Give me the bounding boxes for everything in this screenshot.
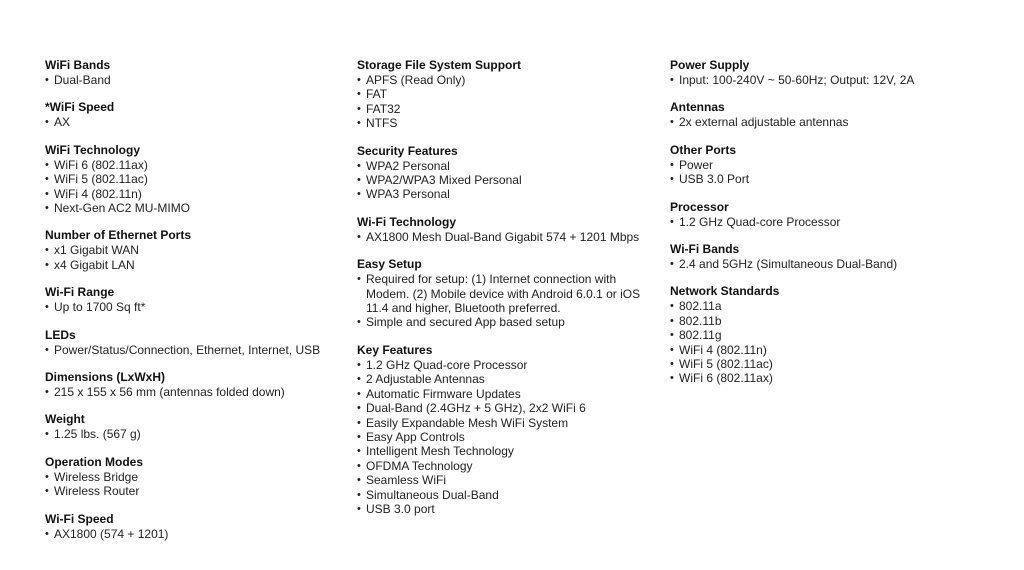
bullet-icon: •	[357, 445, 361, 458]
bullet-icon: •	[45, 301, 49, 314]
spec-title: Network Standards	[670, 284, 780, 299]
spec-list-item	[45, 158, 345, 172]
spec-title: Number of Ethernet Ports	[45, 228, 192, 243]
bullet-icon: •	[45, 244, 49, 257]
spec-list-item	[357, 488, 657, 502]
spec-section-processor	[670, 200, 1010, 229]
bullet-icon: •	[357, 502, 361, 515]
spec-list-item	[670, 314, 1010, 328]
spec-item-text: Automatic Firmware Updates	[366, 386, 521, 401]
spec-item-text: 2 Adjustable Antennas	[366, 372, 485, 387]
spec-list	[357, 230, 657, 244]
spec-list-item	[357, 416, 657, 430]
spec-item-text: WiFi 6 (802.11ax)	[679, 371, 773, 386]
bullet-icon: •	[45, 158, 49, 171]
spec-item-text: FAT32	[366, 101, 401, 116]
bullet-icon: •	[670, 215, 674, 228]
spec-list-item	[670, 172, 1010, 186]
bullet-icon: •	[45, 187, 49, 200]
spec-list-item	[45, 187, 345, 201]
spec-list-item	[670, 299, 1010, 313]
spec-item-text: AX	[54, 115, 71, 130]
spec-section-network-standards	[670, 284, 1010, 385]
bullet-icon: •	[670, 358, 674, 371]
spec-list-item	[670, 215, 1010, 229]
spec-section-wi-fi-speed	[45, 512, 345, 541]
bullet-icon: •	[670, 158, 674, 171]
spec-list-item	[45, 73, 345, 87]
spec-column-3	[670, 58, 1010, 386]
spec-list-item	[357, 387, 657, 401]
spec-item-text: OFDMA Technology	[366, 458, 473, 473]
spec-section-easy-setup	[357, 257, 657, 330]
spec-section-wifi-technology	[45, 143, 345, 216]
spec-item-text: Wireless Router	[54, 484, 140, 499]
spec-section-antennas	[670, 100, 1010, 129]
spec-list-item	[45, 201, 345, 215]
spec-item-text: AX1800 (574 + 1201)	[54, 526, 169, 541]
spec-list-item	[357, 444, 657, 458]
spec-section-leds	[45, 328, 345, 357]
spec-list-item	[357, 502, 657, 516]
spec-title: Wi-Fi Range	[45, 285, 115, 300]
spec-title: Easy Setup	[357, 257, 422, 272]
spec-list-item	[670, 257, 1010, 271]
spec-section-power-supply	[670, 58, 1010, 87]
spec-section-dimensions-lxwxh	[45, 370, 345, 399]
spec-section-number-of-ethernet-ports	[45, 228, 345, 272]
spec-item-text: Easy App Controls	[366, 429, 465, 444]
spec-item-text: AX1800 Mesh Dual-Band Gigabit 574 + 1201 Mbps	[366, 229, 640, 244]
spec-item-text: 802.11g	[679, 328, 722, 343]
spec-item-text: WPA2/WPA3 Mixed Personal	[366, 173, 522, 188]
spec-list	[45, 343, 345, 357]
spec-item-text: USB 3.0 Port	[679, 172, 750, 187]
spec-title: Key Features	[357, 342, 433, 357]
spec-item-text: Required for setup: (1) Internet connection with Modem. (2) Mobile device with Android 6.0.1 or iOS 11.4 and higher, Bluetooth preferred.	[366, 272, 641, 316]
bullet-icon: •	[45, 74, 49, 86]
bullet-icon: •	[357, 387, 361, 400]
spec-list-item	[357, 187, 657, 201]
spec-list-item	[670, 115, 1010, 129]
bullet-icon: •	[357, 430, 361, 443]
spec-item-text: WPA2 Personal	[366, 158, 450, 173]
spec-item-text: NTFS	[366, 116, 398, 131]
spec-item-text: WiFi 5 (802.11ac)	[679, 357, 773, 372]
spec-title: LEDs	[45, 327, 76, 342]
bullet-icon: •	[357, 273, 361, 286]
spec-list	[670, 115, 1010, 129]
spec-item-text: Seamless WiFi	[366, 473, 447, 488]
spec-list	[670, 215, 1010, 229]
bullet-icon: •	[357, 416, 361, 429]
bullet-icon: •	[357, 474, 361, 487]
spec-title: Wi-Fi Speed	[45, 511, 114, 526]
spec-section-other-ports	[670, 143, 1010, 187]
spec-list-item	[45, 343, 345, 357]
bullet-icon: •	[357, 402, 361, 415]
bullet-icon: •	[357, 230, 361, 243]
bullet-icon: •	[670, 372, 674, 385]
spec-title: Weight	[45, 412, 85, 427]
spec-title: Security Features	[357, 143, 458, 158]
spec-list-item	[670, 158, 1010, 172]
bullet-icon: •	[357, 102, 361, 115]
spec-item-text: 802.11a	[679, 299, 722, 314]
spec-section-wi-fi-range	[45, 285, 345, 314]
spec-title: WiFi Technology	[45, 142, 140, 157]
bullet-icon: •	[45, 173, 49, 186]
spec-column-1	[45, 58, 345, 541]
spec-list-item	[45, 258, 345, 272]
spec-list-item	[357, 315, 657, 329]
spec-section-wifi-speed	[45, 100, 345, 129]
spec-item-text: USB 3.0 port	[366, 501, 435, 516]
bullet-icon: •	[357, 117, 361, 130]
spec-list-item	[670, 328, 1010, 342]
spec-list-item	[670, 371, 1010, 385]
spec-section-wi-fi-technology	[357, 215, 657, 244]
spec-item-text: Simple and secured App based setup	[366, 315, 565, 330]
spec-title: Wi-Fi Technology	[357, 214, 456, 229]
spec-item-text: 1.2 GHz Quad-core Processor	[366, 357, 528, 372]
bullet-icon: •	[45, 428, 49, 441]
spec-list	[670, 158, 1010, 187]
spec-list-item	[45, 427, 345, 441]
spec-list	[357, 358, 657, 516]
spec-item-text: 802.11b	[679, 313, 722, 328]
bullet-icon: •	[670, 329, 674, 342]
spec-item-text: Dual-Band	[54, 73, 111, 87]
spec-list-item	[357, 272, 657, 315]
spec-item-text: 2x external adjustable antennas	[679, 115, 849, 130]
spec-item-text: x4 Gigabit LAN	[54, 257, 135, 272]
spec-list-item	[357, 401, 657, 415]
spec-item-text: Next-Gen AC2 MU-MIMO	[54, 201, 191, 216]
spec-list-item	[670, 73, 1010, 87]
spec-item-text: 215 x 155 x 56 mm (antennas folded down)	[54, 385, 285, 400]
spec-list-item	[45, 300, 345, 314]
bullet-icon: •	[670, 116, 674, 129]
bullet-icon: •	[45, 258, 49, 271]
spec-list-item	[45, 172, 345, 186]
spec-list	[45, 243, 345, 272]
bullet-icon: •	[357, 316, 361, 329]
spec-title: Wi-Fi Bands	[670, 242, 740, 257]
bullet-icon: •	[45, 343, 49, 356]
spec-item-text: 2.4 and 5GHz (Simultaneous Dual-Band)	[679, 257, 898, 272]
bullet-icon: •	[45, 386, 49, 399]
spec-title: Processor	[670, 199, 729, 214]
bullet-icon: •	[670, 314, 674, 327]
spec-list-item	[45, 527, 345, 541]
bullet-icon: •	[670, 173, 674, 186]
spec-list-item	[670, 357, 1010, 371]
spec-list-item	[357, 159, 657, 173]
spec-list-item	[357, 116, 657, 130]
bullet-icon: •	[45, 527, 49, 540]
spec-list-item	[357, 73, 657, 87]
spec-item-text: Simultaneous Dual-Band	[366, 487, 499, 502]
spec-list	[45, 427, 345, 441]
bullet-icon: •	[357, 174, 361, 187]
spec-item-text: 1.25 lbs. (567 g)	[54, 427, 141, 442]
spec-list	[670, 257, 1010, 271]
bullet-icon: •	[670, 300, 674, 313]
spec-item-text: x1 Gigabit WAN	[54, 243, 139, 258]
bullet-icon: •	[357, 459, 361, 472]
spec-item-text: WPA3 Personal	[366, 187, 450, 202]
spec-list-item	[357, 473, 657, 487]
spec-item-text: WiFi 6 (802.11ax)	[54, 157, 148, 172]
spec-title: Other Ports	[670, 142, 737, 157]
spec-list-item	[357, 87, 657, 101]
spec-section-security-features	[357, 144, 657, 202]
spec-item-text: Easily Expandable Mesh WiFi System	[366, 415, 569, 430]
spec-section-wifi-bands	[45, 58, 345, 87]
spec-item-text: APFS (Read Only)	[366, 73, 466, 87]
spec-item-text: Up to 1700 Sq ft*	[54, 300, 146, 315]
bullet-icon: •	[357, 188, 361, 201]
bullet-icon: •	[357, 159, 361, 172]
spec-list	[45, 385, 345, 399]
spec-title: *WiFi Speed	[45, 100, 115, 115]
spec-section-operation-modes	[45, 455, 345, 499]
spec-list-item	[45, 470, 345, 484]
spec-title: Operation Modes	[45, 454, 144, 469]
spec-list-item	[45, 385, 345, 399]
spec-list	[45, 300, 345, 314]
spec-title: WiFi Bands	[45, 58, 111, 72]
bullet-icon: •	[357, 88, 361, 101]
spec-list-item	[45, 243, 345, 257]
bullet-icon: •	[670, 343, 674, 356]
spec-list	[45, 73, 345, 87]
spec-list	[357, 73, 657, 131]
spec-list-item	[45, 115, 345, 129]
spec-item-text: Dual-Band (2.4GHz + 5 GHz), 2x2 WiFi 6	[366, 401, 586, 416]
spec-title: Antennas	[670, 100, 725, 115]
spec-item-text: Wireless Bridge	[54, 469, 139, 484]
spec-item-text: WiFi 4 (802.11n)	[679, 342, 767, 357]
spec-list	[45, 158, 345, 216]
spec-title: Dimensions (LxWxH)	[45, 370, 166, 385]
spec-list	[45, 527, 345, 541]
spec-item-text: Power/Status/Connection, Ethernet, Internet, USB	[54, 342, 321, 357]
spec-item-text: WiFi 4 (802.11n)	[54, 186, 142, 201]
spec-list-item	[45, 484, 345, 498]
bullet-icon: •	[357, 373, 361, 386]
bullet-icon: •	[357, 74, 361, 86]
spec-list-item	[357, 230, 657, 244]
spec-item-text: FAT	[366, 87, 388, 102]
bullet-icon: •	[45, 485, 49, 498]
spec-list-item	[357, 372, 657, 386]
spec-item-text: 1.2 GHz Quad-core Processor	[679, 214, 841, 229]
bullet-icon: •	[670, 74, 674, 86]
spec-section-wi-fi-bands	[670, 242, 1010, 271]
bullet-icon: •	[357, 358, 361, 371]
spec-item-text: Intelligent Mesh Technology	[366, 444, 514, 459]
spec-list	[670, 299, 1010, 385]
spec-list-item	[670, 343, 1010, 357]
spec-list-item	[357, 173, 657, 187]
bullet-icon: •	[45, 116, 49, 129]
spec-list-item	[357, 358, 657, 372]
bullet-icon: •	[670, 258, 674, 271]
spec-column-2	[357, 58, 657, 516]
spec-list	[357, 272, 657, 330]
spec-item-text: Power	[679, 157, 714, 172]
spec-list-item	[357, 459, 657, 473]
spec-list	[45, 470, 345, 499]
spec-section-weight	[45, 412, 345, 441]
spec-section-storage-file-system-support	[357, 58, 657, 131]
bullet-icon: •	[45, 202, 49, 215]
spec-list	[357, 159, 657, 202]
spec-list-item	[357, 430, 657, 444]
spec-section-key-features	[357, 343, 657, 516]
spec-title: Storage File System Support	[357, 58, 522, 72]
spec-item-text: WiFi 5 (802.11ac)	[54, 172, 148, 187]
bullet-icon: •	[357, 488, 361, 501]
spec-item-text: Input: 100-240V ~ 50-60Hz; Output: 12V, 2A	[679, 73, 915, 87]
spec-title: Power Supply	[670, 58, 750, 72]
spec-list	[670, 73, 1010, 87]
spec-list-item	[357, 102, 657, 116]
bullet-icon: •	[45, 470, 49, 483]
spec-list	[45, 115, 345, 129]
